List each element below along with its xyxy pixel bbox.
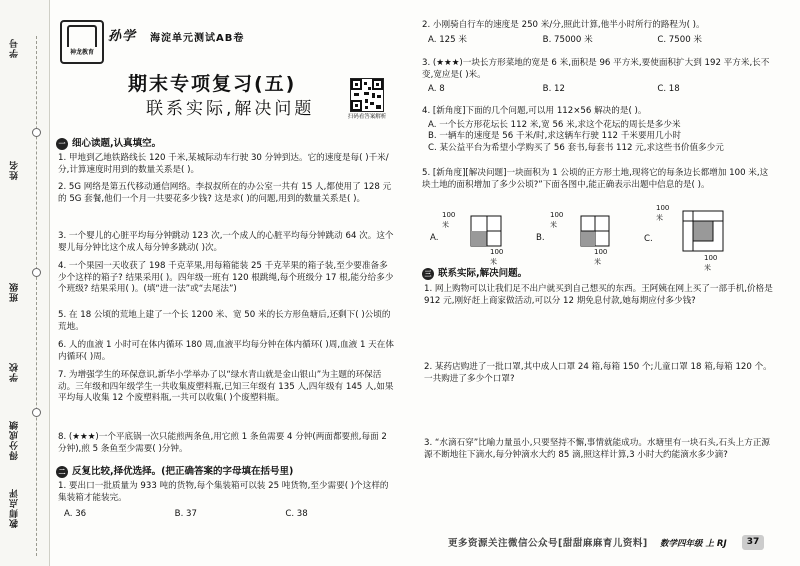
fill-question-4: 4. 一个果园一天收获了 198 千克苹果,用每箱能装 25 千克苹果的箱子装,至少要准备多少个这样的箱子? 结果采用( )。四年级一班有 120 根跳绳,每个班级分 17 根,能分给多少个班级? 结果采用( )。(填“进一法”或“去尾法”) [58,261,394,295]
section-two-heading: 二 反复比较,择优选择。(把正确答案的字母填在括号里) [56,466,293,479]
word-problem-3: 3. “水滴石穿”比喻力量虽小,只要坚持不懈,事情就能成功。水塘里有一块石头,石头上方正源源不断地往下滴水,每分钟滴水大约 85 滴,照这样计算,3 小时大约能滴水多少滴? [424,438,771,460]
figure-label: 100 米 [490,248,504,266]
option-a[interactable]: A. [430,233,439,243]
option-c[interactable]: C. 某公益平台为希望小学购买了 56 套书,每套书 112 元,求这些书价值多少元 [428,143,724,154]
fill-question-6: 6. 人的血液 1 小时可在体内循环 180 周,血液平均每分钟在体内循环( )周,血液 1 天在体内循环( )周。 [58,340,394,362]
option-a[interactable]: A. 36 [64,509,87,520]
fill-question-2: 2. 5G 网络是第五代移动通信网络。李叔叔所在的办公室一共有 15 人,都使用了 128 元的 5G 套餐,他们一个月一共要花多少钱? 这是求( )的问题,用到的数量关系是( )。 [58,182,392,204]
option-b[interactable]: B. [536,233,545,243]
logo-icon: 神龙教育 [60,20,104,64]
figure-label: 100 米 [442,211,456,229]
hole-icon [32,268,41,277]
word-problem-1: 1. 网上购物可以让我们足不出户就买到自己想买的东西。王阿姨在网上买了一部手机,价格是 912 元,刚好赶上商家做活动,可以分 12 期免息付款,她每期应付多少钱? [424,284,773,306]
footer-promo: 更多资源关注微信公众号[甜甜麻麻育儿资料] [448,538,648,549]
series-name: 海淀单元测试AB卷 [150,33,245,44]
fill-question-7: 7. 为增强学生的环保意识,新华小学举办了以“绿水青山就是金山银山”为主题的环保活动。三年级和四年级学生一共收集废塑料瓶,已知三年级有 135 人,四年级有 145 人,如果平均每人收集 12 个废塑料瓶,一共可以收集( )个废塑料瓶。 [58,370,394,404]
option-b[interactable]: B. 一辆车的速度是 56 千米/时,求这辆车行驶 112 千米要用几小时 [428,131,681,142]
choice-stem: 1. 要出口一批质量为 933 吨的货物,每个集装箱可以装 25 吨货物,至少需要( )个这样的集装箱才能装完。 [58,481,389,503]
choice-stem: 4. [新角度]下面的几个问题,可以用 112×56 解决的是( )。 [422,106,647,116]
choice-question-1 [58,481,396,521]
option-b[interactable]: B. 12 [542,84,565,95]
section-three-heading: 三 联系实际,解决问题。 [422,268,527,281]
binding-margin [0,0,50,566]
hole-icon [32,408,41,417]
figure-label: 100 米 [594,248,608,266]
brand-mark: 孙学 [108,29,137,44]
margin-label-class: 班级 [10,282,20,302]
word-problem-2: 2. 某药店购进了一批口罩,其中成人口罩 24 箱,每箱 150 个;儿童口罩 18 箱,每箱 120 个。一共购进了多少个口罩? [424,362,772,384]
hole-icon [32,128,41,137]
option-b[interactable]: B. 75000 米 [542,34,593,45]
qr-caption: 扫码看答案解析 [347,114,387,120]
figure-label: 100 米 [704,254,718,272]
cut-line [36,36,37,556]
margin-label-id: 学号 [10,38,20,58]
fill-question-5: 5. 在 18 公顷的荒地上建了一个长 1200 米、宽 50 米的长方形鱼塘后,还剩下( )公顷的荒地。 [58,310,391,332]
fill-question-8: 8. (★★★)一个平底锅一次只能煎两条鱼,用它煎 1 条鱼需要 4 分钟(两面都要煎,每面 2 分钟),煎 5 条鱼至少需要( )分钟。 [58,432,387,454]
choice-question-3 [422,58,772,96]
choice-stem: 2. 小刚骑自行车的速度是 250 米/分,照此计算,他半小时所行的路程为( )。 [422,20,705,30]
option-c[interactable]: C. 7500 米 [657,34,703,45]
option-c[interactable]: C. [644,234,653,244]
page-number: 37 [742,535,764,550]
margin-label-school: 学校 [10,362,20,382]
option-a[interactable]: A. 8 [428,84,445,95]
margin-label-comment: 教师点评 [10,488,20,528]
option-c[interactable]: C. 18 [657,84,680,95]
option-c[interactable]: C. 38 [285,509,308,520]
margin-label-name: 姓名 [10,160,20,180]
fill-question-3: 3. 一个婴儿的心脏平均每分钟跳动 123 次,一个成人的心脏平均每分钟跳动 64 次。这个婴儿每分钟比这个成人每分钟多跳动( )次。 [58,231,394,253]
figure-label: 100 米 [656,204,670,222]
figure-label: 100 米 [550,211,564,229]
fill-question-1: 1. 甲地到乙地铁路线长 120 千米,某城际动车行驶 30 分钟到达。它的速度是每( )千米/分,计算速度时用到的数量关系是( )。 [58,153,389,175]
section-one-heading: 一 细心读题,认真填空。 [56,138,161,151]
option-a[interactable]: A. 一个长方形花坛长 112 米,宽 56 米,求这个花坛的周长是多少米 [428,119,681,130]
option-a[interactable]: A. 125 米 [428,34,467,45]
margin-label-score: 得分成绩 [10,420,20,460]
option-b[interactable]: B. 37 [174,509,197,520]
footer-book: 数学四年级 上 RJ [660,539,727,549]
choice-question-5: 5. [新角度][解决问题]一块面积为 1 公顷的正方形土地,现将它的每条边长都增加 100 米,这块土地的面积增加了多少公顷?”下面各图中,能正确表示出题中信息的是( )。 [422,168,769,190]
page-subtitle: 联系实际,解决问题 [146,99,315,119]
choice-question-4 [422,106,772,155]
qr-code-icon[interactable] [350,78,384,112]
page-title: 期末专项复习(五) [128,73,297,95]
choice-question-2 [422,20,772,46]
choice-stem: 3. (★★★)一块长方形菜地的宽是 6 米,面积是 96 平方米,要使面积扩大到 192 平方米,长不变,宽应是( )米。 [422,58,770,80]
